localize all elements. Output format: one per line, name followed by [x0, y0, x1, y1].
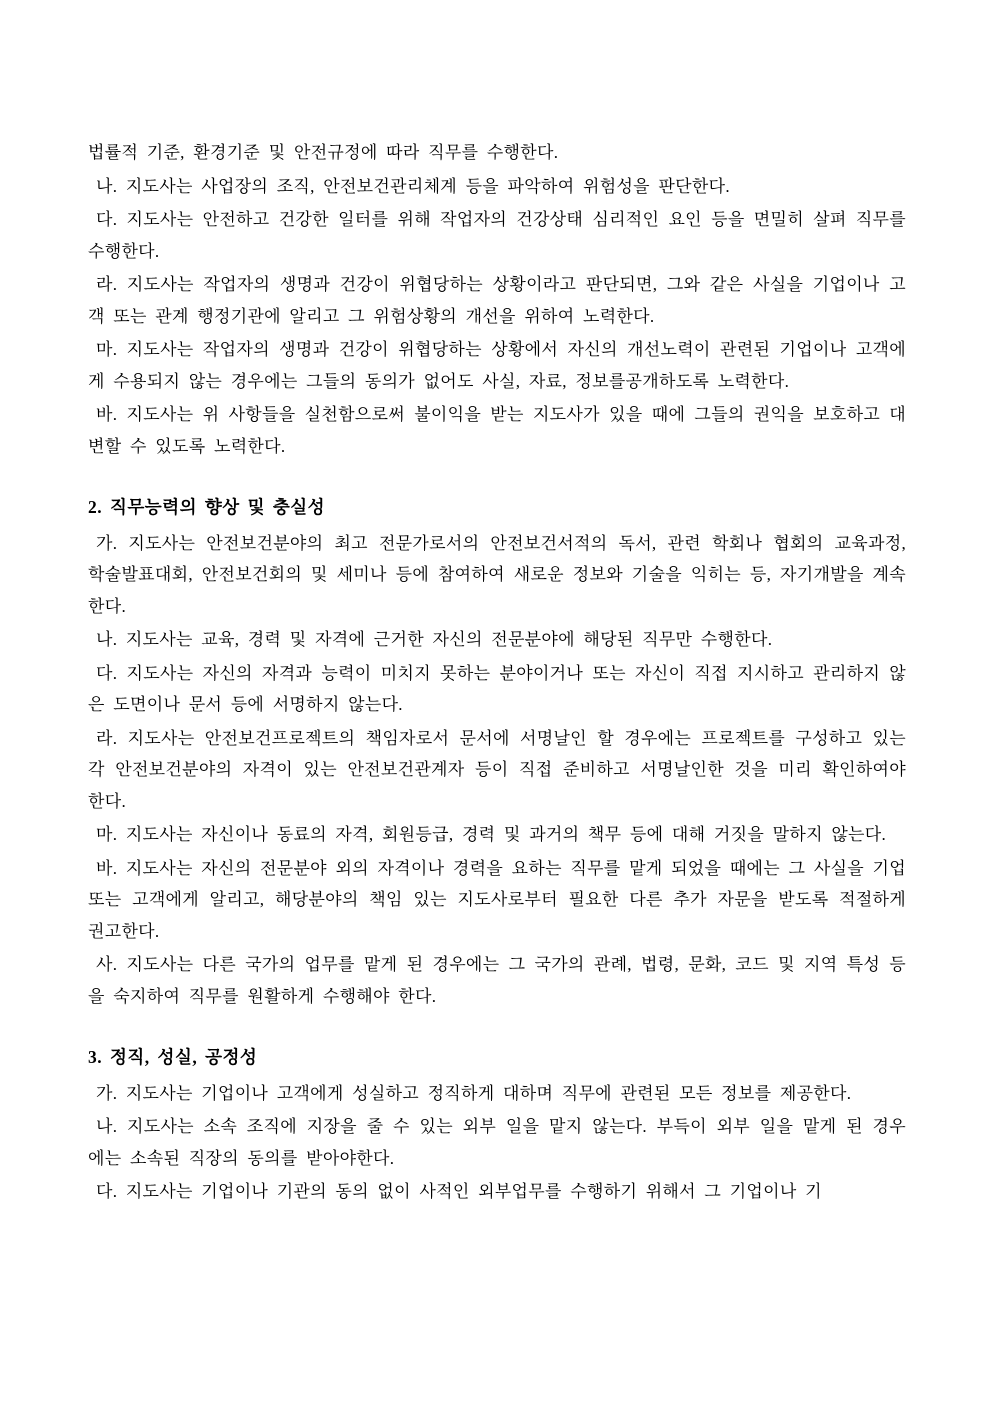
paragraph: 다. 지도사는 안전하고 건강한 일터를 위해 작업자의 건강상태 심리적인 요인 등을 면밀히 살펴 직무를 수행한다. [88, 210, 906, 261]
paragraph: 법률적 기준, 환경기준 및 안전규정에 따라 직무를 수행한다. [88, 143, 559, 162]
paragraph: 다. 지도사는 자신의 자격과 능력이 미치지 못하는 분야이거나 또는 자신이 직접 지시하고 관리하지 않은 도면이나 문서 등에 서명하지 않는다. [88, 663, 906, 714]
paragraph: 가. 지도사는 안전보건분야의 최고 전문가로서의 안전보건서적의 독서, 관련 학회나 협회의 교육과정, 학술발표대회, 안전보건회의 및 세미나 등에 참여하여 새로운 정보와 기술을 익히는 등, 자기개발을 계속 한다. [88, 533, 907, 616]
doc-section-1 [88, 137, 906, 462]
paragraph: 다. 지도사는 기업이나 기관의 동의 없이 사적인 외부업무를 수행하기 위해서 그 기업이나 기 [96, 1182, 822, 1201]
paragraph: 마. 지도사는 자신이나 동료의 자격, 회원등급, 경력 및 과거의 책무 등에 대해 거짓을 말하지 않는다. [96, 825, 887, 844]
section-heading: 2. 직무능력의 향상 및 충실성 [88, 497, 326, 517]
paragraph: 나. 지도사는 교육, 경력 및 자격에 근거한 자신의 전문분야에 해당된 직무만 수행한다. [96, 630, 773, 649]
paragraph: 마. 지도사는 작업자의 생명과 건강이 위협당하는 상황에서 자신의 개선노력이 관련된 기업이나 고객에게 수용되지 않는 경우에는 그들의 동의가 없어도 사실, 자료, 정보를공개하도록 노력한다. [88, 340, 906, 391]
document-body [88, 137, 906, 1208]
paragraph: 라. 지도사는 안전보건프로젝트의 책임자로서 문서에 서명날인 할 경우에는 프로젝트를 구성하고 있는 각 안전보건분야의 자격이 있는 안전보건관계자 등이 직접 준비하고 서명날인한 것을 미리 확인하여야 한다. [88, 728, 906, 811]
paragraph: 바. 지도사는 자신의 전문분야 외의 자격이나 경력을 요하는 직무를 맡게 되었을 때에는 그 사실을 기업 또는 고객에게 알리고, 해당분야의 책임 있는 지도사로부터 필요한 다른 추가 자문을 받도록 적절하게 권고한다. [88, 858, 906, 941]
paragraph: 가. 지도사는 기업이나 고객에게 성실하고 정직하게 대하며 직무에 관련된 모든 정보를 제공한다. [96, 1083, 852, 1103]
paragraph: 바. 지도사는 위 사항들을 실천함으로써 불이익을 받는 지도사가 있을 때에 그들의 권익을 보호하고 대변할 수 있도록 노력한다. [88, 405, 906, 456]
paragraph: 나. 지도사는 사업장의 조직, 안전보건관리체계 등을 파악하여 위험성을 판단한다. [96, 176, 730, 196]
section-heading: 3. 정직, 성실, 공정성 [88, 1047, 258, 1067]
doc-section-2 [88, 492, 906, 1012]
paragraph: 나. 지도사는 소속 조직에 지장을 줄 수 있는 외부 일을 맡지 않는다. 부득이 외부 일을 맡게 된 경우 에는 소속된 직장의 동의를 받아야한다. [88, 1117, 906, 1168]
paragraph: 사. 지도사는 다른 국가의 업무를 맡게 된 경우에는 그 국가의 관례, 법령, 문화, 코드 및 지역 특성 등 을 숙지하여 직무를 원활하게 수행해야 한다. [88, 955, 906, 1006]
doc-section-3 [88, 1042, 906, 1208]
paragraph: 라. 지도사는 작업자의 생명과 건강이 위협당하는 상황이라고 판단되면, 그와 같은 사실을 기업이나 고객 또는 관계 행정기관에 알리고 그 위험상황의 개선을 위하여 노력한다. [88, 275, 906, 326]
